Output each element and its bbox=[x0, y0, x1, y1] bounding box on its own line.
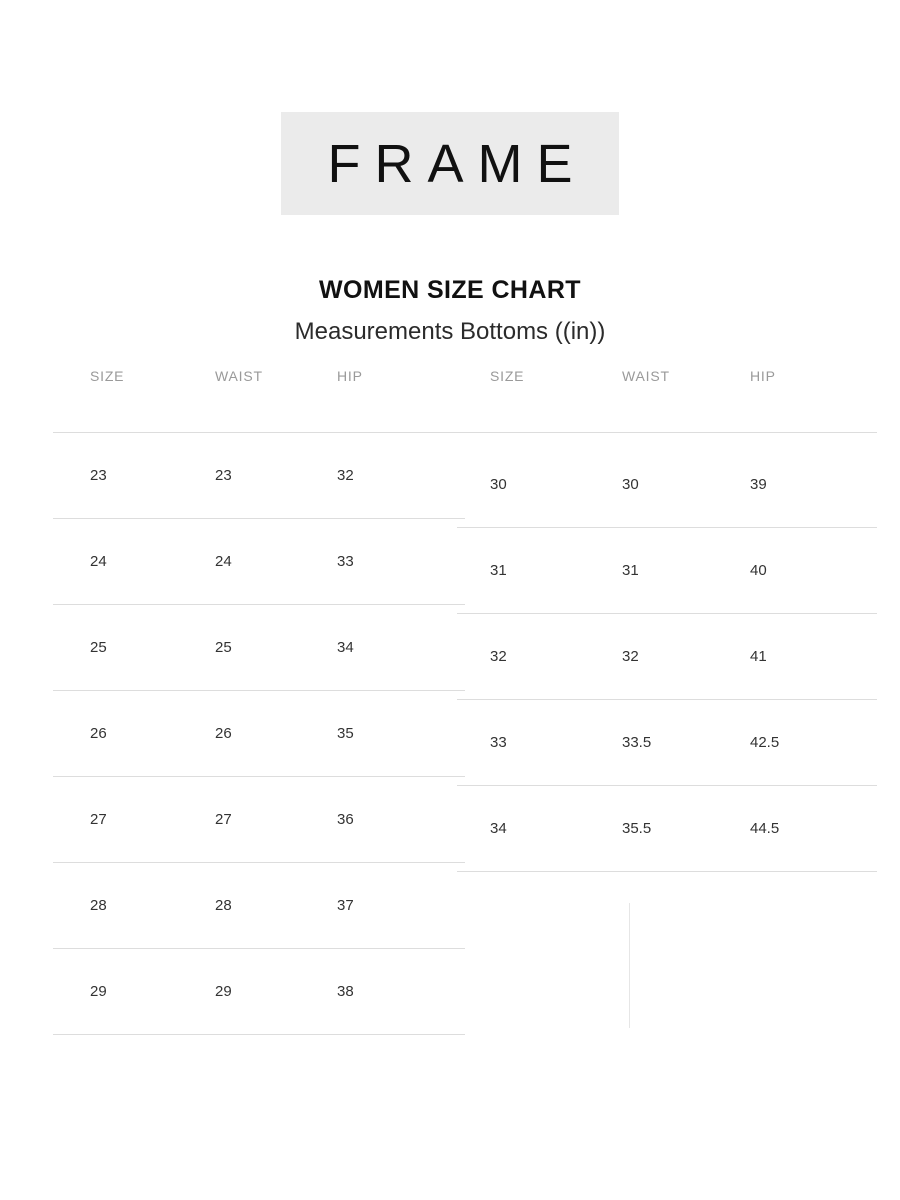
table-row bbox=[457, 528, 877, 614]
cell-waist: 24 bbox=[212, 519, 337, 605]
table-row bbox=[53, 605, 465, 691]
cell-size: 26 bbox=[53, 691, 212, 777]
column-header-waist: WAIST bbox=[620, 368, 750, 433]
size-table-left bbox=[53, 368, 465, 1035]
cell-waist: 27 bbox=[212, 777, 337, 863]
cell-size: 27 bbox=[53, 777, 212, 863]
cell-hip: 41 bbox=[750, 614, 877, 700]
cell-hip: 32 bbox=[337, 433, 465, 519]
cell-size: 34 bbox=[457, 786, 620, 872]
size-table-right bbox=[457, 368, 877, 872]
cell-waist: 28 bbox=[212, 863, 337, 949]
size-table-right-wrap bbox=[457, 368, 842, 1035]
cell-waist: 31 bbox=[620, 528, 750, 614]
table-row bbox=[457, 786, 877, 872]
size-table-left-wrap bbox=[53, 368, 425, 1035]
cell-hip: 44.5 bbox=[750, 786, 877, 872]
column-header-size: SIZE bbox=[457, 368, 620, 433]
size-table-right-body bbox=[457, 433, 877, 872]
table-row bbox=[53, 949, 465, 1035]
cell-waist: 35.5 bbox=[620, 786, 750, 872]
size-table-left-head bbox=[53, 368, 465, 433]
table-row bbox=[53, 691, 465, 777]
cell-hip: 35 bbox=[337, 691, 465, 777]
cell-size: 32 bbox=[457, 614, 620, 700]
column-header-hip: HIP bbox=[750, 368, 877, 433]
cell-hip: 36 bbox=[337, 777, 465, 863]
table-row bbox=[457, 614, 877, 700]
table-row bbox=[53, 433, 465, 519]
page-title: WOMEN SIZE CHART bbox=[319, 276, 581, 304]
page-subtitle: Measurements Bottoms ((in)) bbox=[294, 318, 606, 345]
cell-size: 23 bbox=[53, 433, 212, 519]
cell-size: 30 bbox=[457, 433, 620, 528]
cell-size: 24 bbox=[53, 519, 212, 605]
table-row bbox=[457, 433, 877, 528]
column-header-waist: WAIST bbox=[212, 368, 337, 433]
cell-size: 28 bbox=[53, 863, 212, 949]
brand-logo-text: FRAME bbox=[327, 133, 587, 194]
table-header-row bbox=[457, 368, 877, 433]
vertical-divider bbox=[629, 903, 630, 1028]
size-tables-container bbox=[0, 368, 900, 1035]
cell-size: 33 bbox=[457, 700, 620, 786]
cell-waist: 23 bbox=[212, 433, 337, 519]
cell-hip: 37 bbox=[337, 863, 465, 949]
cell-hip: 38 bbox=[337, 949, 465, 1035]
table-row bbox=[457, 700, 877, 786]
table-row bbox=[53, 863, 465, 949]
column-header-hip: HIP bbox=[337, 368, 465, 433]
table-row bbox=[53, 519, 465, 605]
size-table-left-body bbox=[53, 433, 465, 1035]
cell-hip: 39 bbox=[750, 433, 877, 528]
cell-hip: 42.5 bbox=[750, 700, 877, 786]
table-row bbox=[53, 777, 465, 863]
table-header-row bbox=[53, 368, 465, 433]
cell-size: 25 bbox=[53, 605, 212, 691]
column-header-size: SIZE bbox=[53, 368, 212, 433]
cell-hip: 40 bbox=[750, 528, 877, 614]
cell-size: 31 bbox=[457, 528, 620, 614]
cell-hip: 34 bbox=[337, 605, 465, 691]
cell-waist: 30 bbox=[620, 433, 750, 528]
cell-size: 29 bbox=[53, 949, 212, 1035]
cell-hip: 33 bbox=[337, 519, 465, 605]
cell-waist: 29 bbox=[212, 949, 337, 1035]
cell-waist: 33.5 bbox=[620, 700, 750, 786]
size-table-right-head bbox=[457, 368, 877, 433]
brand-logo-block bbox=[281, 112, 619, 215]
cell-waist: 26 bbox=[212, 691, 337, 777]
cell-waist: 25 bbox=[212, 605, 337, 691]
cell-waist: 32 bbox=[620, 614, 750, 700]
